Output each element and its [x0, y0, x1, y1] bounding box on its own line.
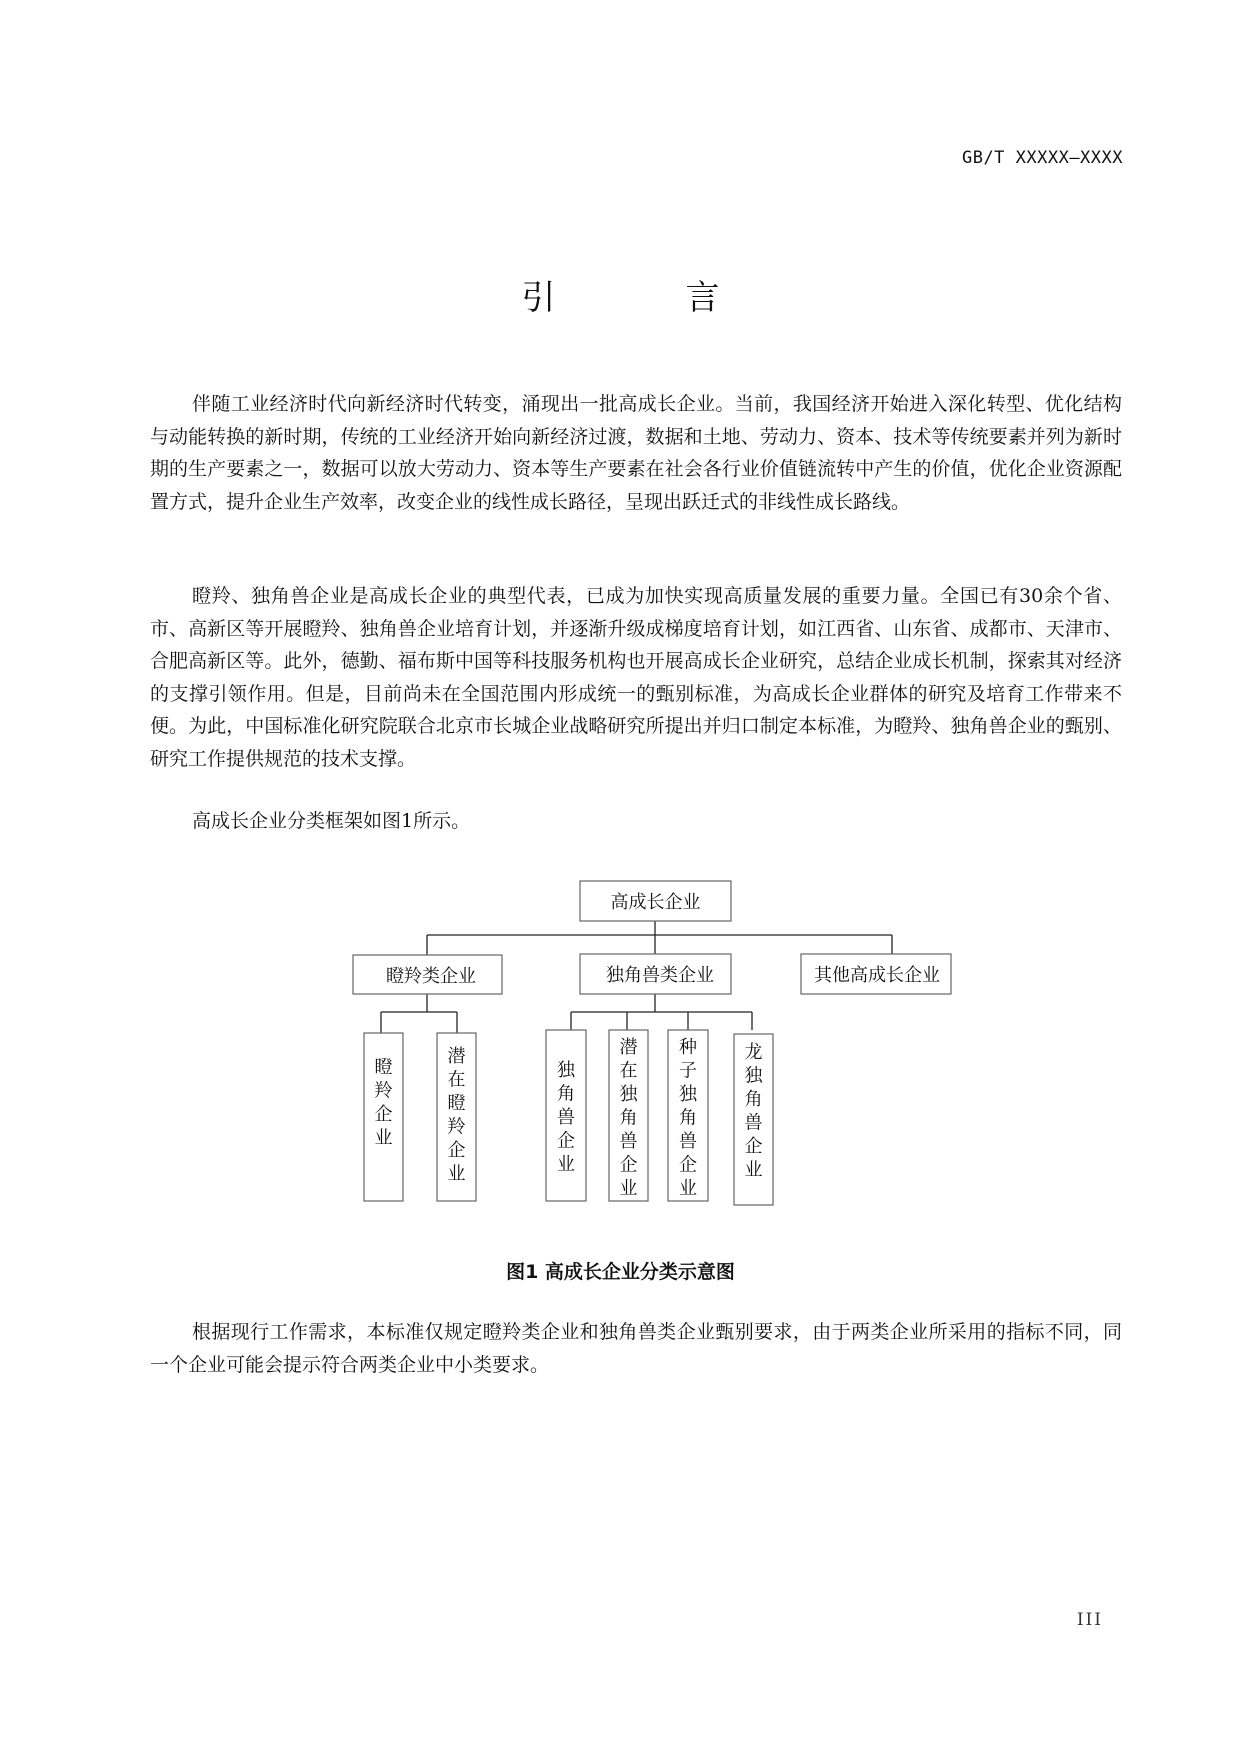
figure-caption: 图1 高成长企业分类示意图 — [506, 1261, 735, 1283]
node-category-unicorn — [580, 954, 731, 994]
node-category-gazelle-label: 瞪羚类企业 — [386, 966, 476, 987]
node-dragon-unicorn-label: 龙独角兽企业 — [744, 1042, 763, 1181]
standard-code: GB/T XXXXX—XXXX — [961, 148, 1123, 168]
paragraph-1: 伴随工业经济时代向新经济时代转变，涌现出一批高成长企业。当前，我国经济开始进入深化转型、优化结构与动能转换的新时期，传统的工业经济开始向新经济过渡，数据和土地、劳动力、资本、技术等传统要素并列为新时期的生产要素之一，数据可以放大劳动力、资本等生产要素在社会各行业价值链流转中产生的价值，优化企业资源配置方式，提升企业生产效率，改变企业的线性成长路径，呈现出跃迁式的非线性成长路线。 — [150, 393, 1122, 513]
node-category-unicorn-label: 独角兽类企业 — [606, 965, 714, 986]
page-title: 引 言 — [521, 278, 768, 318]
node-seed-unicorn-label: 种子独角兽企业 — [679, 1037, 697, 1199]
page-number: III — [1076, 1610, 1103, 1630]
node-root-label: 高成长企业 — [610, 892, 701, 913]
node-potential-gazelle-label: 潜在瞪羚企业 — [447, 1046, 466, 1185]
node-category-other-label: 其他高成长企业 — [814, 965, 940, 986]
paragraph-3: 高成长企业分类框架如图1所示。 — [192, 810, 471, 832]
node-category-other — [801, 954, 951, 994]
node-unicorn-label: 独角兽企业 — [557, 1060, 575, 1175]
node-root — [580, 881, 731, 921]
paragraph-4: 根据现行工作需求，本标准仅规定瞪羚类企业和独角兽类企业甄别要求，由于两类企业所采用的指标不同，同一个企业可能会提示符合两类企业中小类要求。 — [150, 1321, 1122, 1376]
paragraph-2: 瞪羚、独角兽企业是高成长企业的典型代表，已成为加快实现高质量发展的重要力量。全国已有30余个省、市、高新区等开展瞪羚、独角兽企业培育计划，并逐渐升级成梯度培育计划，如江西省、山东省、成都市、天津市、合肥高新区等。此外，德勤、福布斯中国等科技服务机构也开展高成长企业研究，总结企业成长机制，探索其对经济的支撑引领作用。但是，目前尚未在全国范围内形成统一的甄别标准，为高成长企业群体的研究及培育工作带来不便。为此，中国标准化研究院联合北京市长城企业战略研究所提出并归口制定本标准，为瞪羚、独角兽企业的甄别、研究工作提供规范的技术支撑。 — [150, 585, 1122, 770]
node-category-gazelle — [353, 955, 502, 994]
node-potential-unicorn-label: 潜在独角兽企业 — [619, 1037, 638, 1199]
node-gazelle-label: 瞪羚企业 — [374, 1057, 393, 1149]
